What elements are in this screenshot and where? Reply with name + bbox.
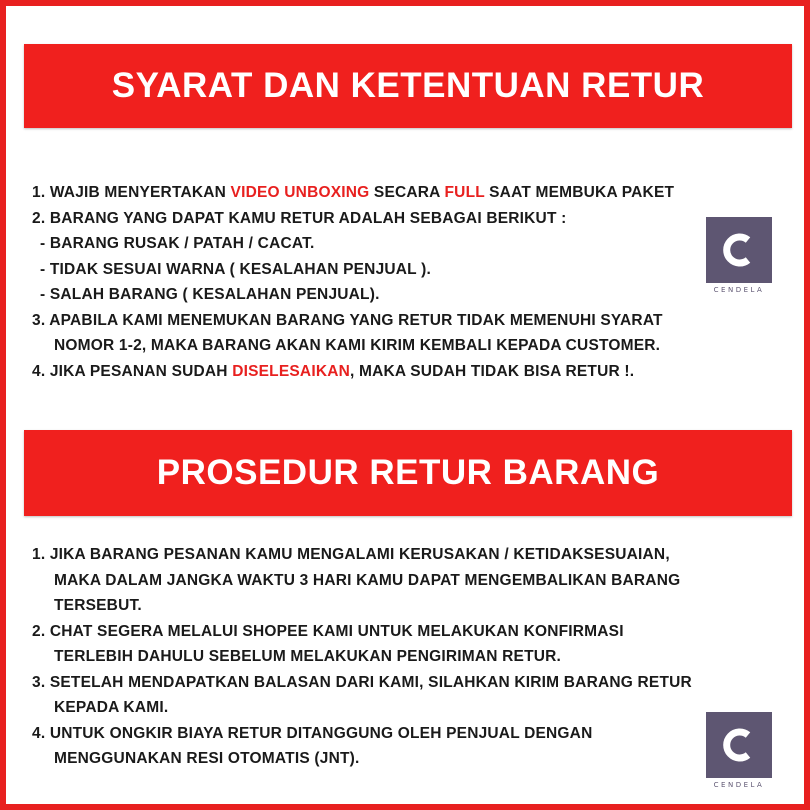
section1-title: SYARAT DAN KETENTUAN RETUR bbox=[111, 66, 705, 105]
section1-item-2: 2. BARANG YANG DAPAT KAMU RETUR ADALAH SEBAGAI BERIKUT : bbox=[32, 209, 567, 227]
section1-sub-item-3: - SALAH BARANG ( KESALAHAN PENJUAL). bbox=[40, 286, 380, 303]
section2-item-3-line-1: 3. SETELAH MENDAPATKAN BALASAN DARI KAMI, SILAHKAN KIRIM BARANG RETUR bbox=[32, 673, 692, 691]
section1-sub-item-2: - TIDAK SESUAI WARNA ( KESALAHAN PENJUAL ). bbox=[40, 260, 431, 278]
section2-title-banner bbox=[24, 430, 792, 516]
section2-item-4-line-2: MENGGUNAKAN RESI OTOMATIS (JNT). bbox=[54, 750, 360, 767]
section2-item-4-line-1: 4. UNTUK ONGKIR BIAYA RETUR DITANGGUNG OLEH PENJUAL DENGAN bbox=[32, 724, 593, 742]
section2-item-1-line-3: TERSEBUT. bbox=[54, 597, 142, 614]
cendela-logo-top bbox=[706, 217, 772, 294]
section2-title: PROSEDUR RETUR BARANG bbox=[156, 453, 660, 492]
cendela-logo-mark bbox=[706, 712, 772, 778]
item1-text-e: SAAT MEMBUKA PAKET bbox=[484, 184, 675, 201]
section2-item-1-line-2: MAKA DALAM JANGKA WAKTU 3 HARI KAMU DAPAT MENGEMBALIKAN BARANG bbox=[54, 571, 681, 589]
section1-sub-item-1: - BARANG RUSAK / PATAH / CACAT. bbox=[40, 235, 315, 252]
item1-text-a: 1. WAJIB MENYERTAKAN bbox=[32, 184, 231, 201]
cendela-logo-text: CENDELA bbox=[713, 286, 765, 294]
section2-list bbox=[32, 542, 792, 772]
item4-text-c: , MAKA SUDAH TIDAK BISA RETUR !. bbox=[350, 362, 635, 380]
letter-c-icon bbox=[714, 720, 764, 770]
section1-title-banner bbox=[24, 44, 792, 128]
section1-list bbox=[32, 180, 792, 384]
cendela-logo-bottom bbox=[706, 712, 772, 789]
item4-highlight-diselesaikan: DISELESAIKAN bbox=[232, 362, 351, 380]
section1-item-3-line-1: 3. APABILA KAMI MENEMUKAN BARANG YANG RETUR TIDAK MEMENUHI SYARAT bbox=[32, 311, 663, 329]
section2-item-1-line-1: 1. JIKA BARANG PESANAN KAMU MENGALAMI KERUSAKAN / KETIDAKSESUAIAN, bbox=[32, 546, 670, 563]
cendela-logo-text: CENDELA bbox=[713, 781, 765, 789]
section2-item-3-line-2: KEPADA KAMI. bbox=[54, 699, 169, 716]
item1-highlight-full: FULL bbox=[444, 184, 485, 201]
item1-text-c: SECARA bbox=[369, 184, 445, 201]
item1-highlight-video-unboxing: VIDEO UNBOXING bbox=[230, 184, 370, 201]
cendela-logo-mark bbox=[706, 217, 772, 283]
section1-item-1 bbox=[32, 180, 792, 206]
section2-item-2-line-2: TERLEBIH DAHULU SEBELUM MELAKUKAN PENGIRIMAN RETUR. bbox=[54, 648, 562, 665]
section2-item-2-line-1: 2. CHAT SEGERA MELALUI SHOPEE KAMI UNTUK MELAKUKAN KONFIRMASI bbox=[32, 622, 624, 640]
section1-item-4 bbox=[32, 359, 792, 385]
letter-c-icon bbox=[714, 225, 764, 275]
item4-text-a: 4. JIKA PESANAN SUDAH bbox=[32, 362, 233, 380]
section1-item-3-line-2: NOMOR 1-2, MAKA BARANG AKAN KAMI KIRIM KEMBALI KEPADA CUSTOMER. bbox=[54, 337, 661, 354]
